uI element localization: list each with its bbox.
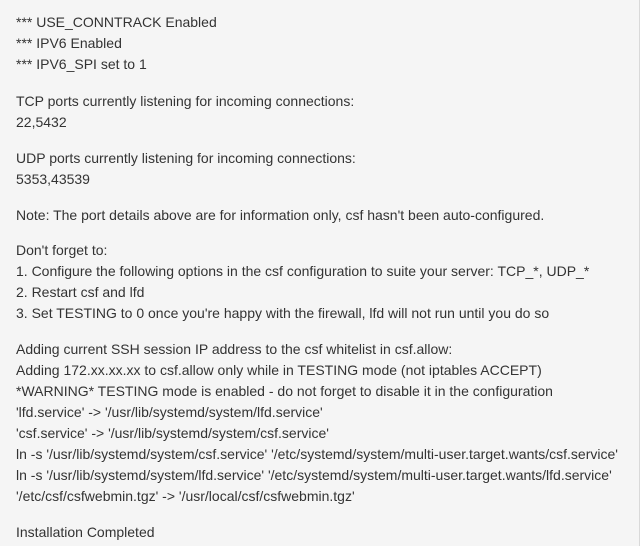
output-line: Note: The port details above are for information only, csf hasn't been auto-configured.	[16, 207, 545, 223]
output-line: Don't forget to:	[16, 242, 108, 258]
output-line: 5353,43539	[16, 171, 90, 187]
output-line: 'csf.service' -> '/usr/lib/systemd/system/csf.service'	[16, 425, 329, 441]
output-line: Adding current SSH session IP address to the csf whitelist in csf.allow:	[16, 341, 453, 357]
output-line: UDP ports currently listening for incoming connections:	[16, 150, 356, 166]
output-line: '/etc/csf/csfwebmin.tgz' -> '/usr/local/csf/csfwebmin.tgz'	[16, 488, 355, 504]
output-line: *** USE_CONNTRACK Enabled	[16, 14, 217, 30]
output-line: 1. Configure the following options in the csf configuration to suite your server: TCP_*, UDP_*	[16, 263, 590, 279]
output-line: *WARNING* TESTING mode is enabled - do not forget to disable it in the configuration	[16, 383, 553, 399]
output-line: TCP ports currently listening for incoming connections:	[16, 93, 355, 109]
output-line: ln -s '/usr/lib/systemd/system/lfd.service' '/etc/systemd/system/multi-user.target.wants/lfd.service'	[16, 467, 612, 483]
output-line: 2. Restart csf and lfd	[16, 284, 145, 300]
output-line: 22,5432	[16, 114, 67, 130]
output-line: 3. Set TESTING to 0 once you're happy with the firewall, lfd will not run until you do so	[16, 305, 550, 321]
output-line: *** IPV6_SPI set to 1	[16, 56, 147, 72]
output-line: *** IPV6 Enabled	[16, 35, 122, 51]
output-line: Installation Completed	[16, 524, 155, 540]
output-line: 'lfd.service' -> '/usr/lib/systemd/system/lfd.service'	[16, 404, 323, 420]
output-line: Adding 172.xx.xx.xx to csf.allow only while in TESTING mode (not iptables ACCEPT)	[16, 362, 542, 378]
output-line: ln -s '/usr/lib/systemd/system/csf.service' '/etc/systemd/system/multi-user.target.wants/csf.service'	[16, 446, 618, 462]
